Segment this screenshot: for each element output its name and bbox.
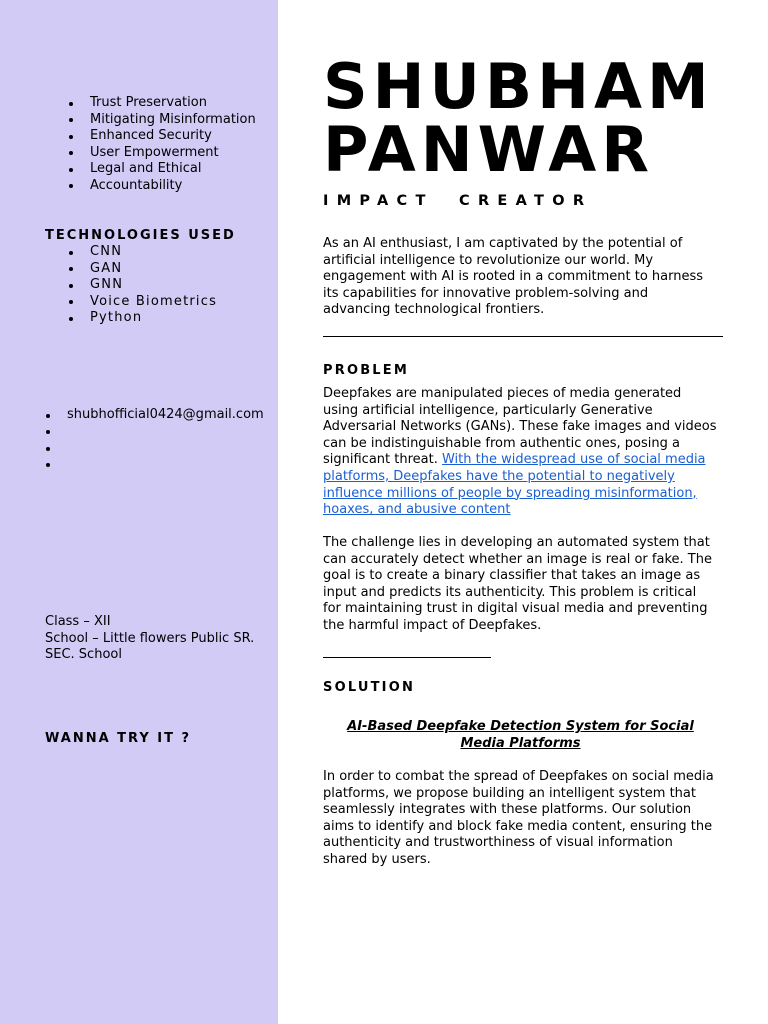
name-first: SHUBHAM xyxy=(323,50,714,123)
problem-heading: PROBLEM xyxy=(323,363,409,378)
role-subtitle: IMPACT CREATOR xyxy=(323,193,593,209)
list-item: Python xyxy=(90,310,217,327)
list-item: Enhanced Security xyxy=(90,128,256,145)
technologies-heading: TECHNOLOGIES USED xyxy=(45,228,236,243)
education-info xyxy=(45,614,270,664)
technologies-list xyxy=(90,244,217,327)
contact-email[interactable]: shubhofficial0424@gmail.com xyxy=(67,407,264,422)
intro-paragraph: As an AI enthusiast, I am captivated by the potential of artificial intelligence to revolutionize our world. My engagement with AI is rooted in a commitment to harness its capabilities for innovative problem-solving and advancing technological frontiers. xyxy=(323,236,704,318)
divider xyxy=(323,657,491,658)
page-title xyxy=(323,50,714,186)
list-item: Mitigating Misinformation xyxy=(90,111,256,127)
list-item: Legal and Ethical xyxy=(90,161,256,178)
list-item: Voice Biometrics xyxy=(90,293,218,309)
list-item: GNN xyxy=(90,277,217,294)
list-item: User Empowerment xyxy=(90,145,256,162)
class-line: Class – XII xyxy=(45,614,111,629)
solution-title: AI-Based Deepfake Detection System for Social Media Platforms xyxy=(347,719,694,751)
problem-link[interactable]: With the widespread use of social media platforms, Deepfakes have the potential to negatively influence millions of people by spreading misinformation, hoaxes, and abusive content xyxy=(323,452,706,518)
list-item: Trust Preservation xyxy=(90,95,256,112)
cta-heading[interactable]: WANNA TRY IT ? xyxy=(45,731,192,746)
school-line: School – Little flowers Public SR. SEC. School xyxy=(45,630,255,663)
divider xyxy=(323,336,723,337)
list-item: Accountability xyxy=(90,178,256,195)
solution-heading: SOLUTION xyxy=(323,680,416,695)
benefits-list xyxy=(90,95,256,195)
sidebar xyxy=(0,0,278,1024)
challenge-paragraph: The challenge lies in developing an automated system that can accurately detect whether an image is real or fake. The goal is to create a binary classifier that takes an image as input and predicts its authenticity. This problem is critical for maintaining trust in digital visual media and preventing the harmful impact of Deepfakes. xyxy=(323,535,712,633)
list-item: CNN xyxy=(90,244,217,261)
problem-paragraph xyxy=(323,386,718,519)
main-content xyxy=(278,0,768,1024)
list-item: GAN xyxy=(90,261,217,278)
name-last: PANWAR xyxy=(323,113,654,186)
solution-paragraph: In order to combat the spread of Deepfakes on social media platforms, we propose building an intelligent system that seamlessly integrates with these platforms. Our solution aims to identify and block fake media content, ensuring the authenticity and trustworthiness of visual information shared by users. xyxy=(323,769,714,867)
contact-list xyxy=(67,407,264,473)
problem-text: Deepfakes are manipulated pieces of media generated using artificial intelligence, particularly Generative Adversarial Networks (GANs). These fake images and videos can be indistinguishable from authentic ones, posing a significant threat. xyxy=(323,386,717,468)
contact-item-empty xyxy=(67,440,264,457)
contact-item-empty xyxy=(67,424,264,441)
contact-item-empty xyxy=(67,457,264,474)
